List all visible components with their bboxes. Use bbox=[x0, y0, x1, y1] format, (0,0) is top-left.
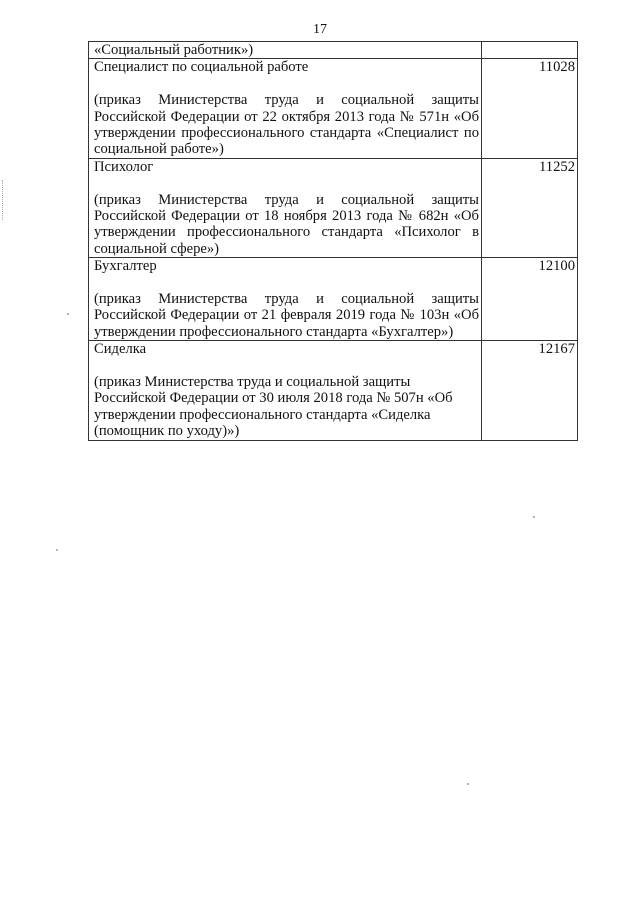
table-row bbox=[89, 158, 578, 257]
scan-speck bbox=[467, 783, 469, 785]
page-number: 17 bbox=[313, 22, 327, 37]
table-row bbox=[89, 341, 578, 440]
position-cell bbox=[89, 59, 482, 158]
salary-value: 12100 bbox=[482, 258, 578, 341]
scan-edge-artifact bbox=[2, 180, 4, 220]
scan-speck bbox=[67, 313, 69, 315]
position-cell bbox=[89, 158, 482, 257]
scan-speck bbox=[56, 549, 58, 551]
order-reference: (приказ Министерства труда и социальной защиты Российской Федерации от 21 февраля 2019 года № 103н «Об утверждении профессионального стандарта «Бухгалтер») bbox=[94, 291, 479, 340]
table-row bbox=[89, 258, 578, 341]
position-title: Специалист по социальной работе bbox=[94, 59, 309, 76]
table-row-continuation bbox=[89, 42, 578, 59]
order-reference: (приказ Министерства труда и социальной защиты Российской Федерации от 22 октября 2013 года № 571н «Об утверждении профессионального стандарта «Специалист по социальной работе») bbox=[94, 92, 479, 158]
order-reference: (приказ Министерства труда и социальной защиты Российской Федерации от 30 июля 2018 года № 507н «Об утверждении профессионального стандарта «Сиделка (помощник по уходу)») bbox=[94, 374, 453, 440]
scan-speck bbox=[533, 516, 535, 518]
position-title: Сиделка bbox=[94, 341, 147, 358]
salary-value: 12167 bbox=[482, 341, 578, 440]
continuation-cell: «Социальный работник») bbox=[89, 42, 482, 59]
position-cell bbox=[89, 341, 482, 440]
salary-table bbox=[88, 41, 578, 441]
continuation-value-cell bbox=[482, 42, 578, 59]
position-cell bbox=[89, 258, 482, 341]
order-reference: (приказ Министерства труда и социальной защиты Российской Федерации от 18 ноября 2013 года № 682н «Об утверждении профессионального стандарта «Психолог в социальной сфере») bbox=[94, 191, 479, 257]
position-title: Психолог bbox=[94, 158, 154, 175]
salary-value: 11252 bbox=[482, 158, 578, 257]
table-row bbox=[89, 59, 578, 158]
salary-value: 11028 bbox=[482, 59, 578, 158]
position-title: Бухгалтер bbox=[94, 258, 157, 275]
